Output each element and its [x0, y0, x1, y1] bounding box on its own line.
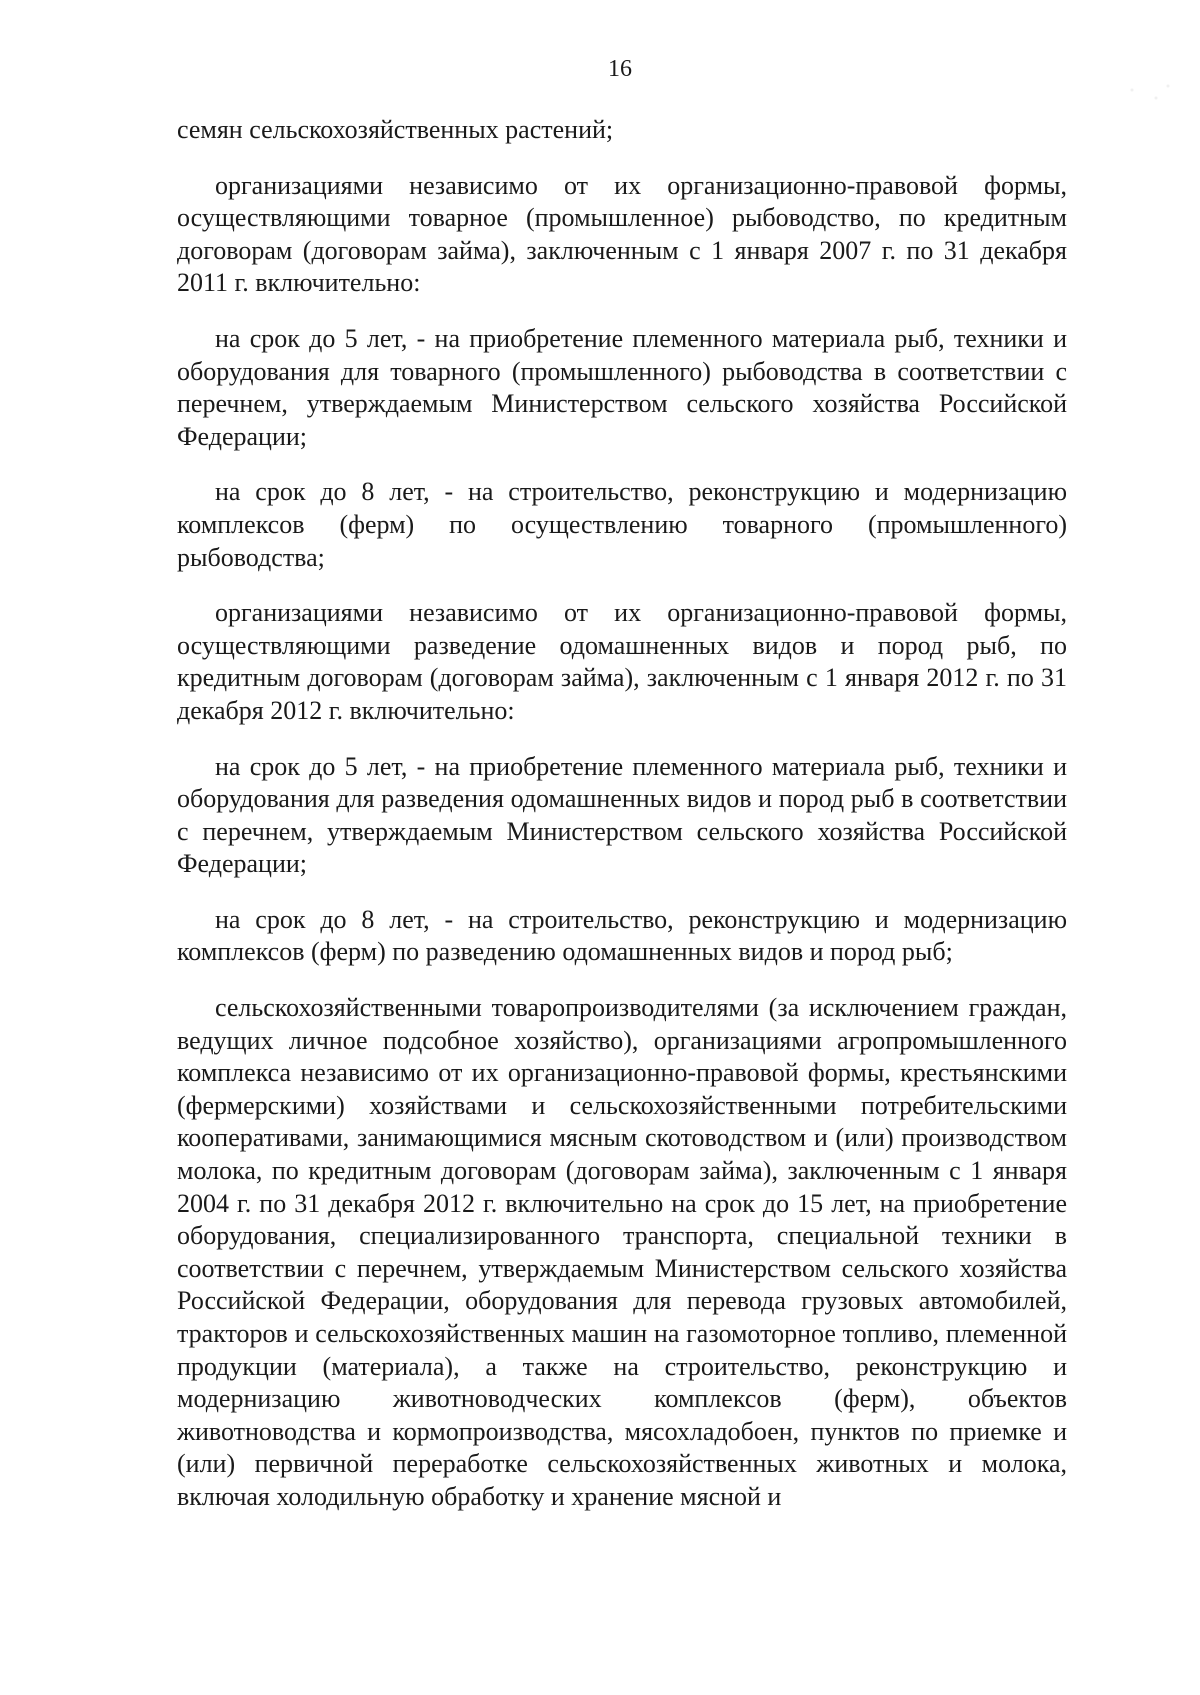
paragraph-fish-farming-orgs: организациями независимо от их организационно-правовой формы, осуществляющими товарное (промышленное) рыбоводство, по кредитным договорам (договорам займа), заключенным с 1 января 2007 г. по 31 декабря 2011 г. включительно:	[177, 170, 1067, 298]
paragraph-fish-breeding-orgs: организациями независимо от их организационно-правовой формы, осуществляющими разведение одомашненных видов и пород рыб, по кредитным договорам (договорам займа), заключенным с 1 января 2012 г. по 31 декабря 2012 г. включительно:	[177, 598, 1067, 725]
scan-noise	[1120, 78, 1180, 118]
document-body	[177, 114, 1067, 1514]
paragraph-8-year-term-commercial: на срок до 8 лет, - на строительство, реконструкцию и модернизацию комплексов (ферм) по осуществлению товарного (промышленного) рыбоводства;	[177, 477, 1067, 572]
page-number: 16	[608, 56, 632, 82]
paragraph-5-year-term-breeding: на срок до 5 лет, - на приобретение племенного материала рыб, техники и оборудования для разведения одомашненных видов и пород рыб в соответствии с перечнем, утверждаемым Министерством сельского хозяйства Российской Федерации;	[177, 751, 1067, 879]
paragraph-continuation: семян сельскохозяйственных растений;	[177, 115, 614, 144]
paragraph-livestock-producers: сельскохозяйственными товаропроизводителями (за исключением граждан, ведущих личное подсобное хозяйство), организациями агропромышленного комплекса независимо от их организационно-правовой формы, крестьянскими (фермерскими) хозяйствами и сельскохозяйственными потребительскими кооперативами, занимающимися мясным скотоводством и (или) производством молока, по кредитным договорам (договорам займа), заключенным с 1 января 2004 г. по 31 декабря 2012 г. включительно на срок до 15 лет, на приобретение оборудования, специализированного транспорта, специальной техники в соответствии с перечнем, утверждаемым Министерством сельского хозяйства Российской Федерации, оборудования для перевода грузовых автомобилей, тракторов и сельскохозяйственных машин на газомоторное топливо, племенной продукции (материала), а также на строительство, реконструкцию и модернизацию животноводческих комплексов (ферм), объектов животноводства и кормопроизводства, мясохладобоен, пунктов по приемке и (или) первичной переработке сельскохозяйственных животных и молока, включая холодильную обработку и хранение мясной и	[177, 993, 1067, 1511]
paragraph-8-year-term-breeding: на срок до 8 лет, - на строительство, реконструкцию и модернизацию комплексов (ферм) по разведению одомашненных видов и пород рыб;	[177, 904, 1067, 967]
paragraph-5-year-term-commercial: на срок до 5 лет, - на приобретение племенного материала рыб, техники и оборудования для товарного (промышленного) рыбоводства в соответствии с перечнем, утверждаемым Министерством сельского хозяйства Российской Федерации;	[177, 323, 1067, 451]
